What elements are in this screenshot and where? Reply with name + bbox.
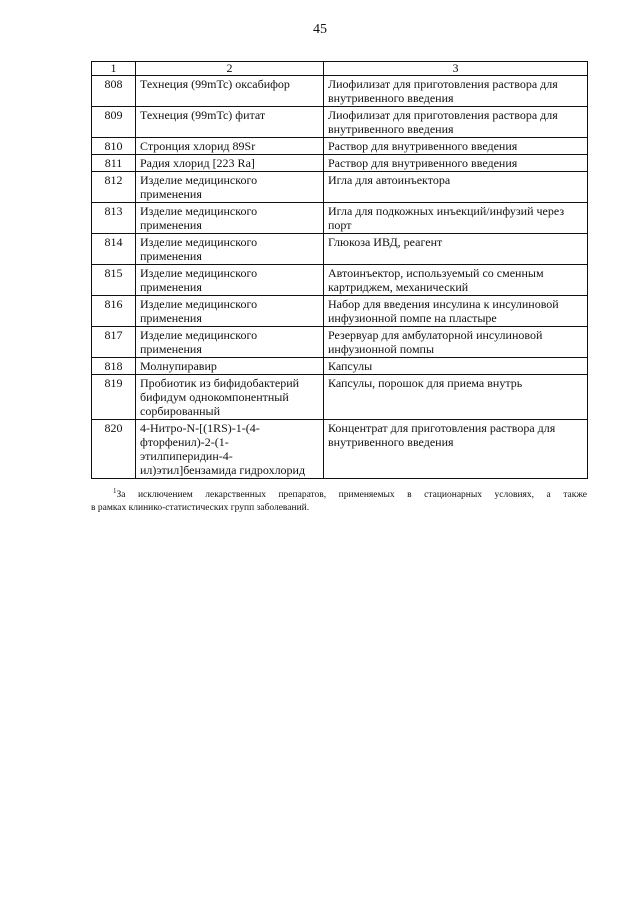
row-number-cell: 812 — [92, 172, 136, 203]
row-name-cell: Изделие медицинского применения — [136, 203, 324, 234]
row-form-cell: Лиофилизат для приготовления раствора для внутривенного введения — [324, 107, 588, 138]
row-name-cell: Изделие медицинского применения — [136, 172, 324, 203]
row-name-cell: 4-Нитро-N-[(1RS)-1-(4-фторфенил)-2-(1-этилпиперидин-4-ил)этил]бензамида гидрохлорид — [136, 420, 324, 479]
row-form-cell: Автоинъектор, используемый со сменным картриджем, механический — [324, 265, 588, 296]
row-name-cell: Изделие медицинского применения — [136, 327, 324, 358]
row-number-cell: 820 — [92, 420, 136, 479]
table-row — [92, 327, 588, 358]
drug-list-table — [91, 61, 588, 479]
table-header-row — [92, 62, 588, 76]
row-form-cell: Лиофилизат для приготовления раствора для внутривенного введения — [324, 76, 588, 107]
row-number-cell: 815 — [92, 265, 136, 296]
row-name-cell: Изделие медицинского применения — [136, 296, 324, 327]
table-row — [92, 76, 588, 107]
column-header-number: 1 — [92, 62, 136, 76]
row-number-cell: 817 — [92, 327, 136, 358]
table-row — [92, 203, 588, 234]
row-name-cell: Технеция (99mTc) оксабифор — [136, 76, 324, 107]
row-number-cell: 813 — [92, 203, 136, 234]
row-form-cell: Концентрат для приготовления раствора для внутривенного введения — [324, 420, 588, 479]
row-form-cell: Раствор для внутривенного введения — [324, 138, 588, 155]
table-row — [92, 155, 588, 172]
row-number-cell: 818 — [92, 358, 136, 375]
row-form-cell: Игла для автоинъектора — [324, 172, 588, 203]
table-row — [92, 265, 588, 296]
row-name-cell: Молнупиравир — [136, 358, 324, 375]
row-form-cell: Капсулы — [324, 358, 588, 375]
row-number-cell: 810 — [92, 138, 136, 155]
table-row — [92, 107, 588, 138]
row-number-cell: 816 — [92, 296, 136, 327]
row-name-cell: Технеция (99mTc) фитат — [136, 107, 324, 138]
row-form-cell: Резервуар для амбулаторной инсулиновой инфузионной помпы — [324, 327, 588, 358]
row-number-cell: 809 — [92, 107, 136, 138]
row-form-cell: Раствор для внутривенного введения — [324, 155, 588, 172]
column-header-name: 2 — [136, 62, 324, 76]
row-form-cell: Глюкоза ИВД, реагент — [324, 234, 588, 265]
column-header-form: 3 — [324, 62, 588, 76]
row-name-cell: Радия хлорид [223 Ra] — [136, 155, 324, 172]
table-row — [92, 296, 588, 327]
row-name-cell: Изделие медицинского применения — [136, 234, 324, 265]
table-row — [92, 138, 588, 155]
footnote — [113, 486, 587, 501]
row-number-cell: 814 — [92, 234, 136, 265]
table-row — [92, 420, 588, 479]
row-number-cell: 819 — [92, 375, 136, 420]
page-number: 45 — [313, 22, 327, 37]
table-row — [92, 172, 588, 203]
row-form-cell: Набор для введения инсулина к инсулиновой инфузионной помпе на пластыре — [324, 296, 588, 327]
table-row — [92, 358, 588, 375]
row-form-cell: Капсулы, порошок для приема внутрь — [324, 375, 588, 420]
row-form-cell: Игла для подкожных инъекций/инфузий через порт — [324, 203, 588, 234]
row-number-cell: 811 — [92, 155, 136, 172]
row-number-cell: 808 — [92, 76, 136, 107]
footnote-text-line1: За исключением лекарственных препаратов, применяемых в стационарных условиях, а также — [116, 490, 587, 500]
table-row — [92, 234, 588, 265]
row-name-cell: Стронция хлорид 89Sr — [136, 138, 324, 155]
row-name-cell: Изделие медицинского применения — [136, 265, 324, 296]
row-name-cell: Пробиотик из бифидобактерий бифидум однокомпонентный сорбированный — [136, 375, 324, 420]
footnote-line2: в рамках клинико-статистических групп заболеваний. — [91, 503, 310, 513]
footnote-marker: 1 — [113, 486, 117, 495]
table-row — [92, 375, 588, 420]
